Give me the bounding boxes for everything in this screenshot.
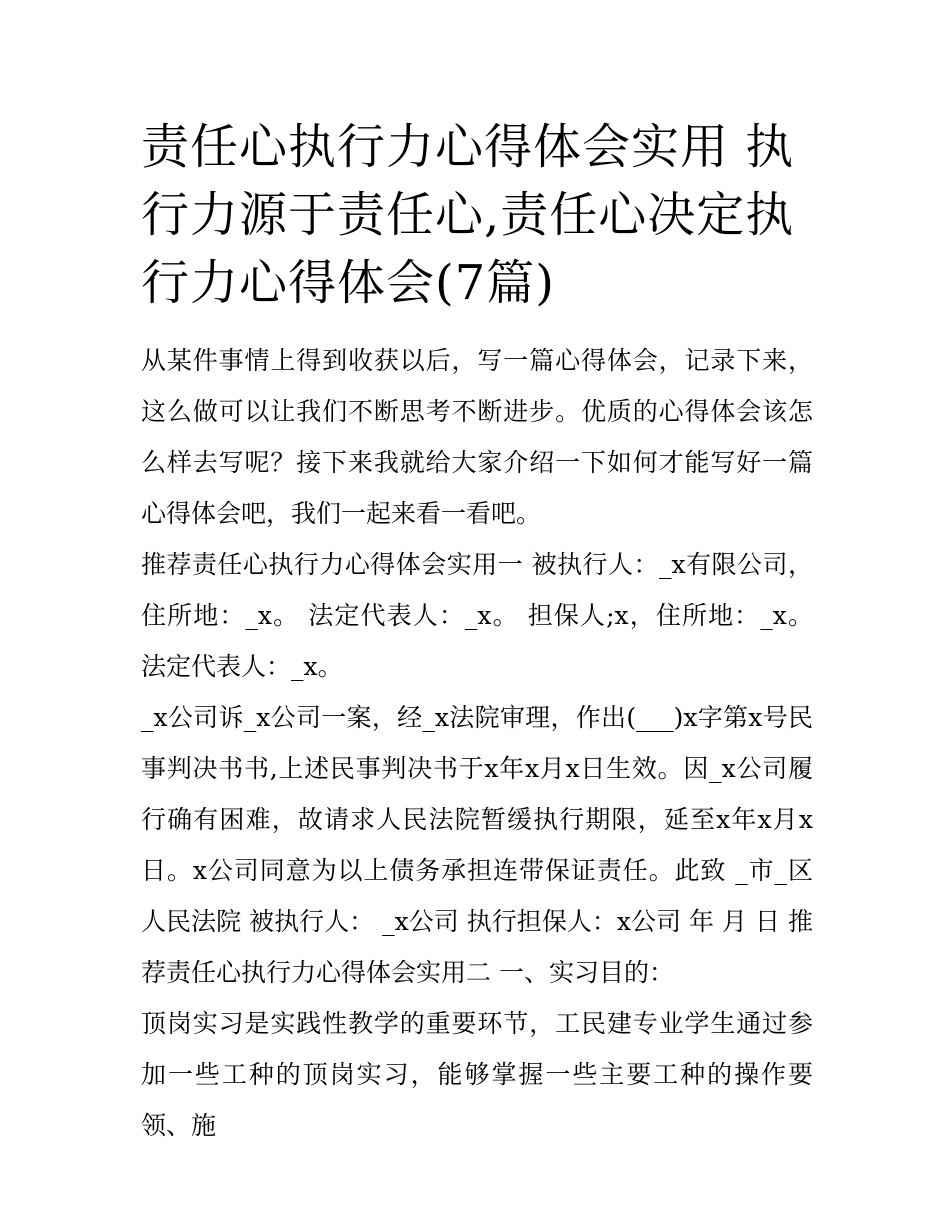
paragraph-parties: 推荐责任心执行力心得体会实用一 被执行人：_x有限公司，住所地：_x。 法定代表人：_x。 担保人;x，住所地：_x。 法定代表人：_x。 bbox=[141, 550, 813, 681]
paragraph-intro: 从某件事情上得到收获以后，写一篇心得体会，记录下来，这么做可以让我们不断思考不断进步。优质的心得体会该怎么样去写呢？接下来我就给大家介绍一下如何才能写好一篇心得体会吧，我们一起来看一看吧。 bbox=[141, 346, 813, 528]
document-page bbox=[141, 113, 813, 1151]
paragraph-internship: 顶岗实习是实践性教学的重要环节，工民建专业学生通过参加一些工种的顶岗实习，能够掌握一些主要工种的操作要领、施 bbox=[141, 1009, 813, 1140]
document-title: 责任心执行力心得体会实用 执行力源于责任心,责任心决定执行力心得体会(7篇) bbox=[141, 119, 795, 311]
paragraph-case: _x公司诉_x公司一案，经_x法院审理，作出(___)x字第x号民事判决书书,上述民事判决书于x年x月x日生效。因_x公司履行确有困难，故请求人民法院暂缓执行期限，延至x年x月x日。x公司同意为以上债务承担连带保证责任。此致 _市_区人民法院 被执行人： _x公司 执行担保人：x公司 年 月 日 推荐责任心执行力心得体会实用二 一、实习目的： bbox=[141, 703, 813, 987]
